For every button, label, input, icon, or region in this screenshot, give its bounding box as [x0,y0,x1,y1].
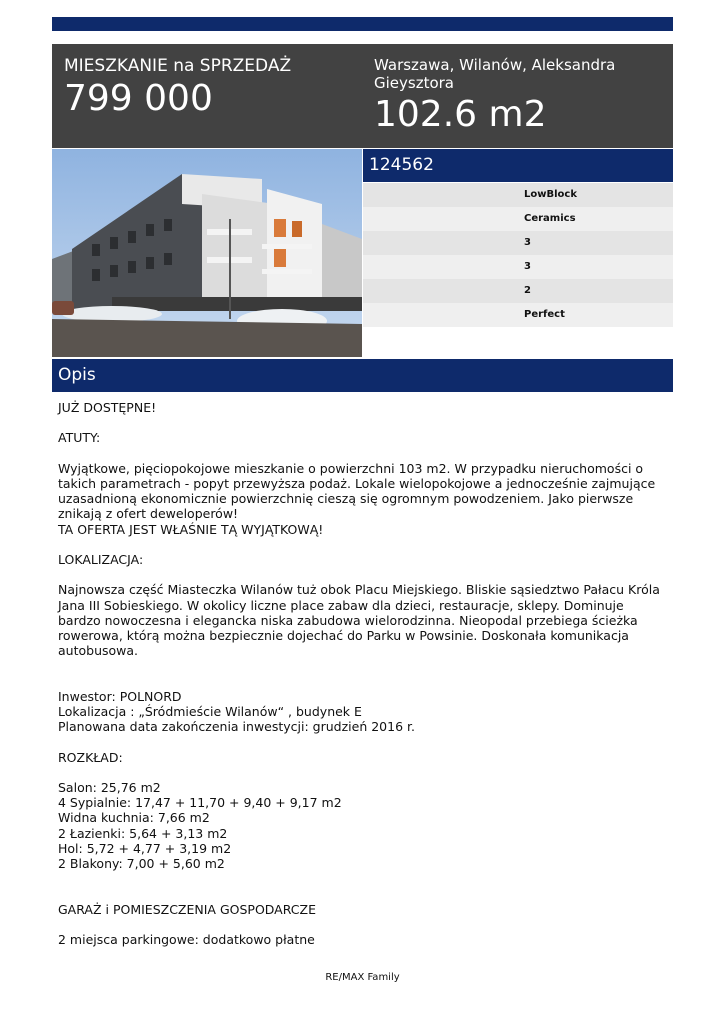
listing-header [52,44,673,148]
top-accent-bar [52,17,673,31]
description-heading: Opis [52,359,673,392]
header-right [374,56,664,136]
property-photo [52,149,362,357]
attribute-row: 3 [363,231,673,255]
listing-price: 799 000 [64,78,213,119]
header-left [64,56,354,120]
attribute-list [363,183,673,327]
attribute-row: Perfect [363,303,673,327]
description-text: JUŻ DOSTĘPNE! ATUTY: Wyjątkowe, pięciopokojowe mieszkanie o powierzchni 103 m2. W przypadku nieruchomości o takich parametrach - popyt przewyższa podaż. Lokale wielopokojowe a jednocześnie zajmujące uzasadnioną ekonomicznie powierzchnię cieszą się ogromnym powodzeniem. Jako pierwsze znikają z ofert deweloperów! TA OFERTA JEST WŁAŚNIE TĄ WYJĄTKOWĄ! LOKALIZACJA: Najnowsza część Miasteczka Wilanów tuż obok Placu Miejskiego. Bliskie sąsiedztwo Pałacu Króla Jana III Sobieskiego. W okolicy liczne place zabaw dla dzieci, restauracje, sklepy. Dominuje bardzo nowoczesna i elegancka niska zabudowa wielorodzinna. Nieopodal przebiega ścieżka rowerowa, którą można bezpiecznie dojechać do Parku w Powsinie. Doskonała komunikacja autobusowa. Inwestor: POLNORD Lokalizacja : „Śródmieście Wilanów“ , budynek E Planowana data zakończenia inwestycji: grudzień 2016 r. ROZKŁAD: Salon: 25,76 m2 4 Sypialnie: 17,47 + 11,70 + 9,40 + 9,17 m2 Widna kuchnia: 7,66 m2 2 Łazienki: 5,64 + 3,13 m2 Hol: 5,72 + 4,77 + 3,19 m2 2 Blakony: 7,00 + 5,60 m2 GARAŻ i POMIESZCZENIA GOSPODARCZE 2 miejsca parkingowe: dodatkowo płatne [58,400,660,948]
listing-type: MIESZKANIE na SPRZEDAŻ [64,56,292,76]
attribute-row: 3 [363,255,673,279]
description-body [58,400,670,947]
attribute-row: LowBlock [363,183,673,207]
listing-area: 102.6 m2 [374,94,547,135]
footer-agency: RE/MAX Family [325,972,400,983]
listing-id: 124562 [363,149,673,182]
attribute-row: Ceramics [363,207,673,231]
listing-location: Warszawa, Wilanów, Aleksandra Gieysztora [374,56,616,92]
attribute-row: 2 [363,279,673,303]
